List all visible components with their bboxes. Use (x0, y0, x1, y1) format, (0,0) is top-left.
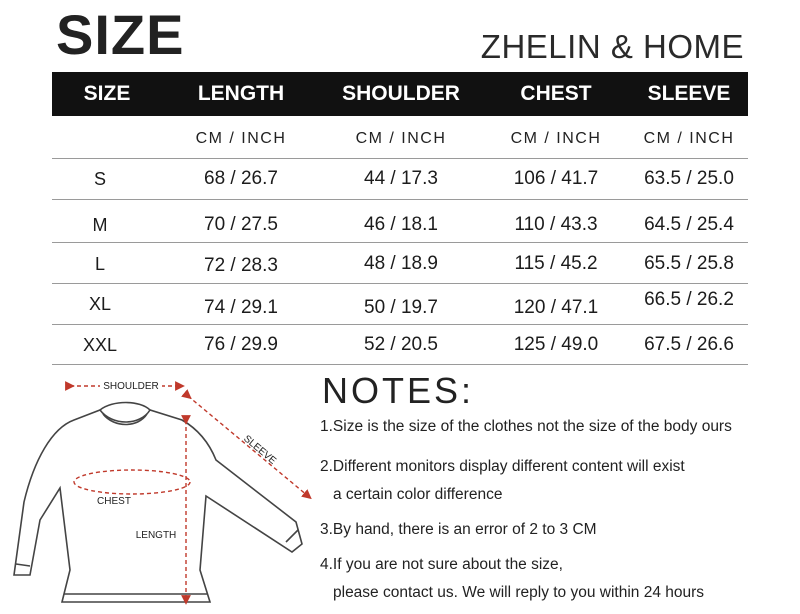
length-cell: 68 / 26.7 (204, 168, 278, 189)
table-row (52, 160, 748, 198)
note-line: 3.By hand, there is an error of 2 to 3 CM (320, 521, 597, 538)
shirt-outline (14, 403, 302, 603)
sleeve-cell: 67.5 / 26.6 (644, 334, 734, 355)
table-row (52, 245, 748, 283)
sleeve-label: SLEEVE (241, 433, 279, 467)
shirt-measurement-diagram (0, 370, 320, 614)
unit-size (52, 120, 162, 158)
row-divider (52, 158, 748, 159)
header-length: LENGTH (197, 82, 285, 105)
brand-name: ZHELIN & HOME (480, 28, 744, 65)
chest-cell: 110 / 43.3 (514, 214, 598, 235)
size-cell: S (93, 168, 106, 189)
chest-cell: 120 / 47.1 (513, 297, 599, 318)
table-row (52, 326, 748, 364)
length-cell: 74 / 29.1 (204, 297, 278, 318)
chest-label: CHEST (97, 496, 131, 507)
unit-shoulder: CM / INCH (355, 130, 447, 147)
header-shoulder: SHOULDER (342, 82, 460, 105)
sleeve-cell: 66.5 / 26.2 (644, 289, 734, 310)
table-header (52, 72, 748, 116)
unit-sleeve: CM / INCH (643, 130, 735, 147)
header-chest: CHEST (520, 82, 592, 105)
row-divider (52, 324, 748, 325)
shoulder-cell: 50 / 19.7 (364, 297, 438, 318)
sleeve-cell: 65.5 / 25.8 (644, 253, 734, 274)
chest-cell: 106 / 41.7 (513, 168, 599, 189)
shoulder-cell: 44 / 17.3 (364, 168, 438, 189)
note-line: 4.If you are not sure about the size, (320, 556, 563, 573)
note-line: a certain color difference (333, 486, 503, 503)
table-row (52, 287, 748, 325)
shoulder-cell: 52 / 20.5 (364, 334, 438, 355)
table-row (52, 206, 748, 244)
sleeve-cell: 64.5 / 25.4 (644, 214, 734, 235)
chest-cell: 115 / 45.2 (514, 253, 598, 274)
row-divider (52, 364, 748, 365)
notes-title: NOTES: (322, 370, 475, 411)
size-cell: M (92, 214, 108, 235)
unit-length: CM / INCH (195, 130, 287, 147)
shoulder-cell: 48 / 18.9 (364, 253, 438, 274)
unit-chest: CM / INCH (510, 130, 602, 147)
header-size: SIZE (83, 82, 131, 105)
row-divider (52, 242, 748, 243)
length-label: LENGTH (135, 530, 177, 541)
size-cell: XL (88, 293, 112, 314)
length-cell: 72 / 28.3 (204, 255, 278, 276)
page-title: SIZE (56, 3, 185, 66)
size-cell: XXL (82, 334, 118, 355)
row-divider (52, 199, 748, 200)
note-line: 2.Different monitors display different content will exist (320, 458, 685, 475)
chest-arrow (74, 470, 190, 494)
units-row (52, 120, 748, 158)
shoulder-cell: 46 / 18.1 (364, 214, 438, 235)
note-line: 1.Size is the size of the clothes not the size of the body ours (320, 418, 732, 435)
note-line: please contact us. We will reply to you within 24 hours (333, 584, 705, 601)
size-cell: L (94, 253, 105, 274)
length-cell: 70 / 27.5 (204, 214, 278, 235)
sleeve-cell: 63.5 / 25.0 (644, 168, 734, 189)
length-cell: 76 / 29.9 (204, 334, 278, 355)
header-sleeve: SLEEVE (647, 82, 731, 105)
chest-cell: 125 / 49.0 (513, 334, 599, 355)
shoulder-label: SHOULDER (103, 381, 159, 392)
